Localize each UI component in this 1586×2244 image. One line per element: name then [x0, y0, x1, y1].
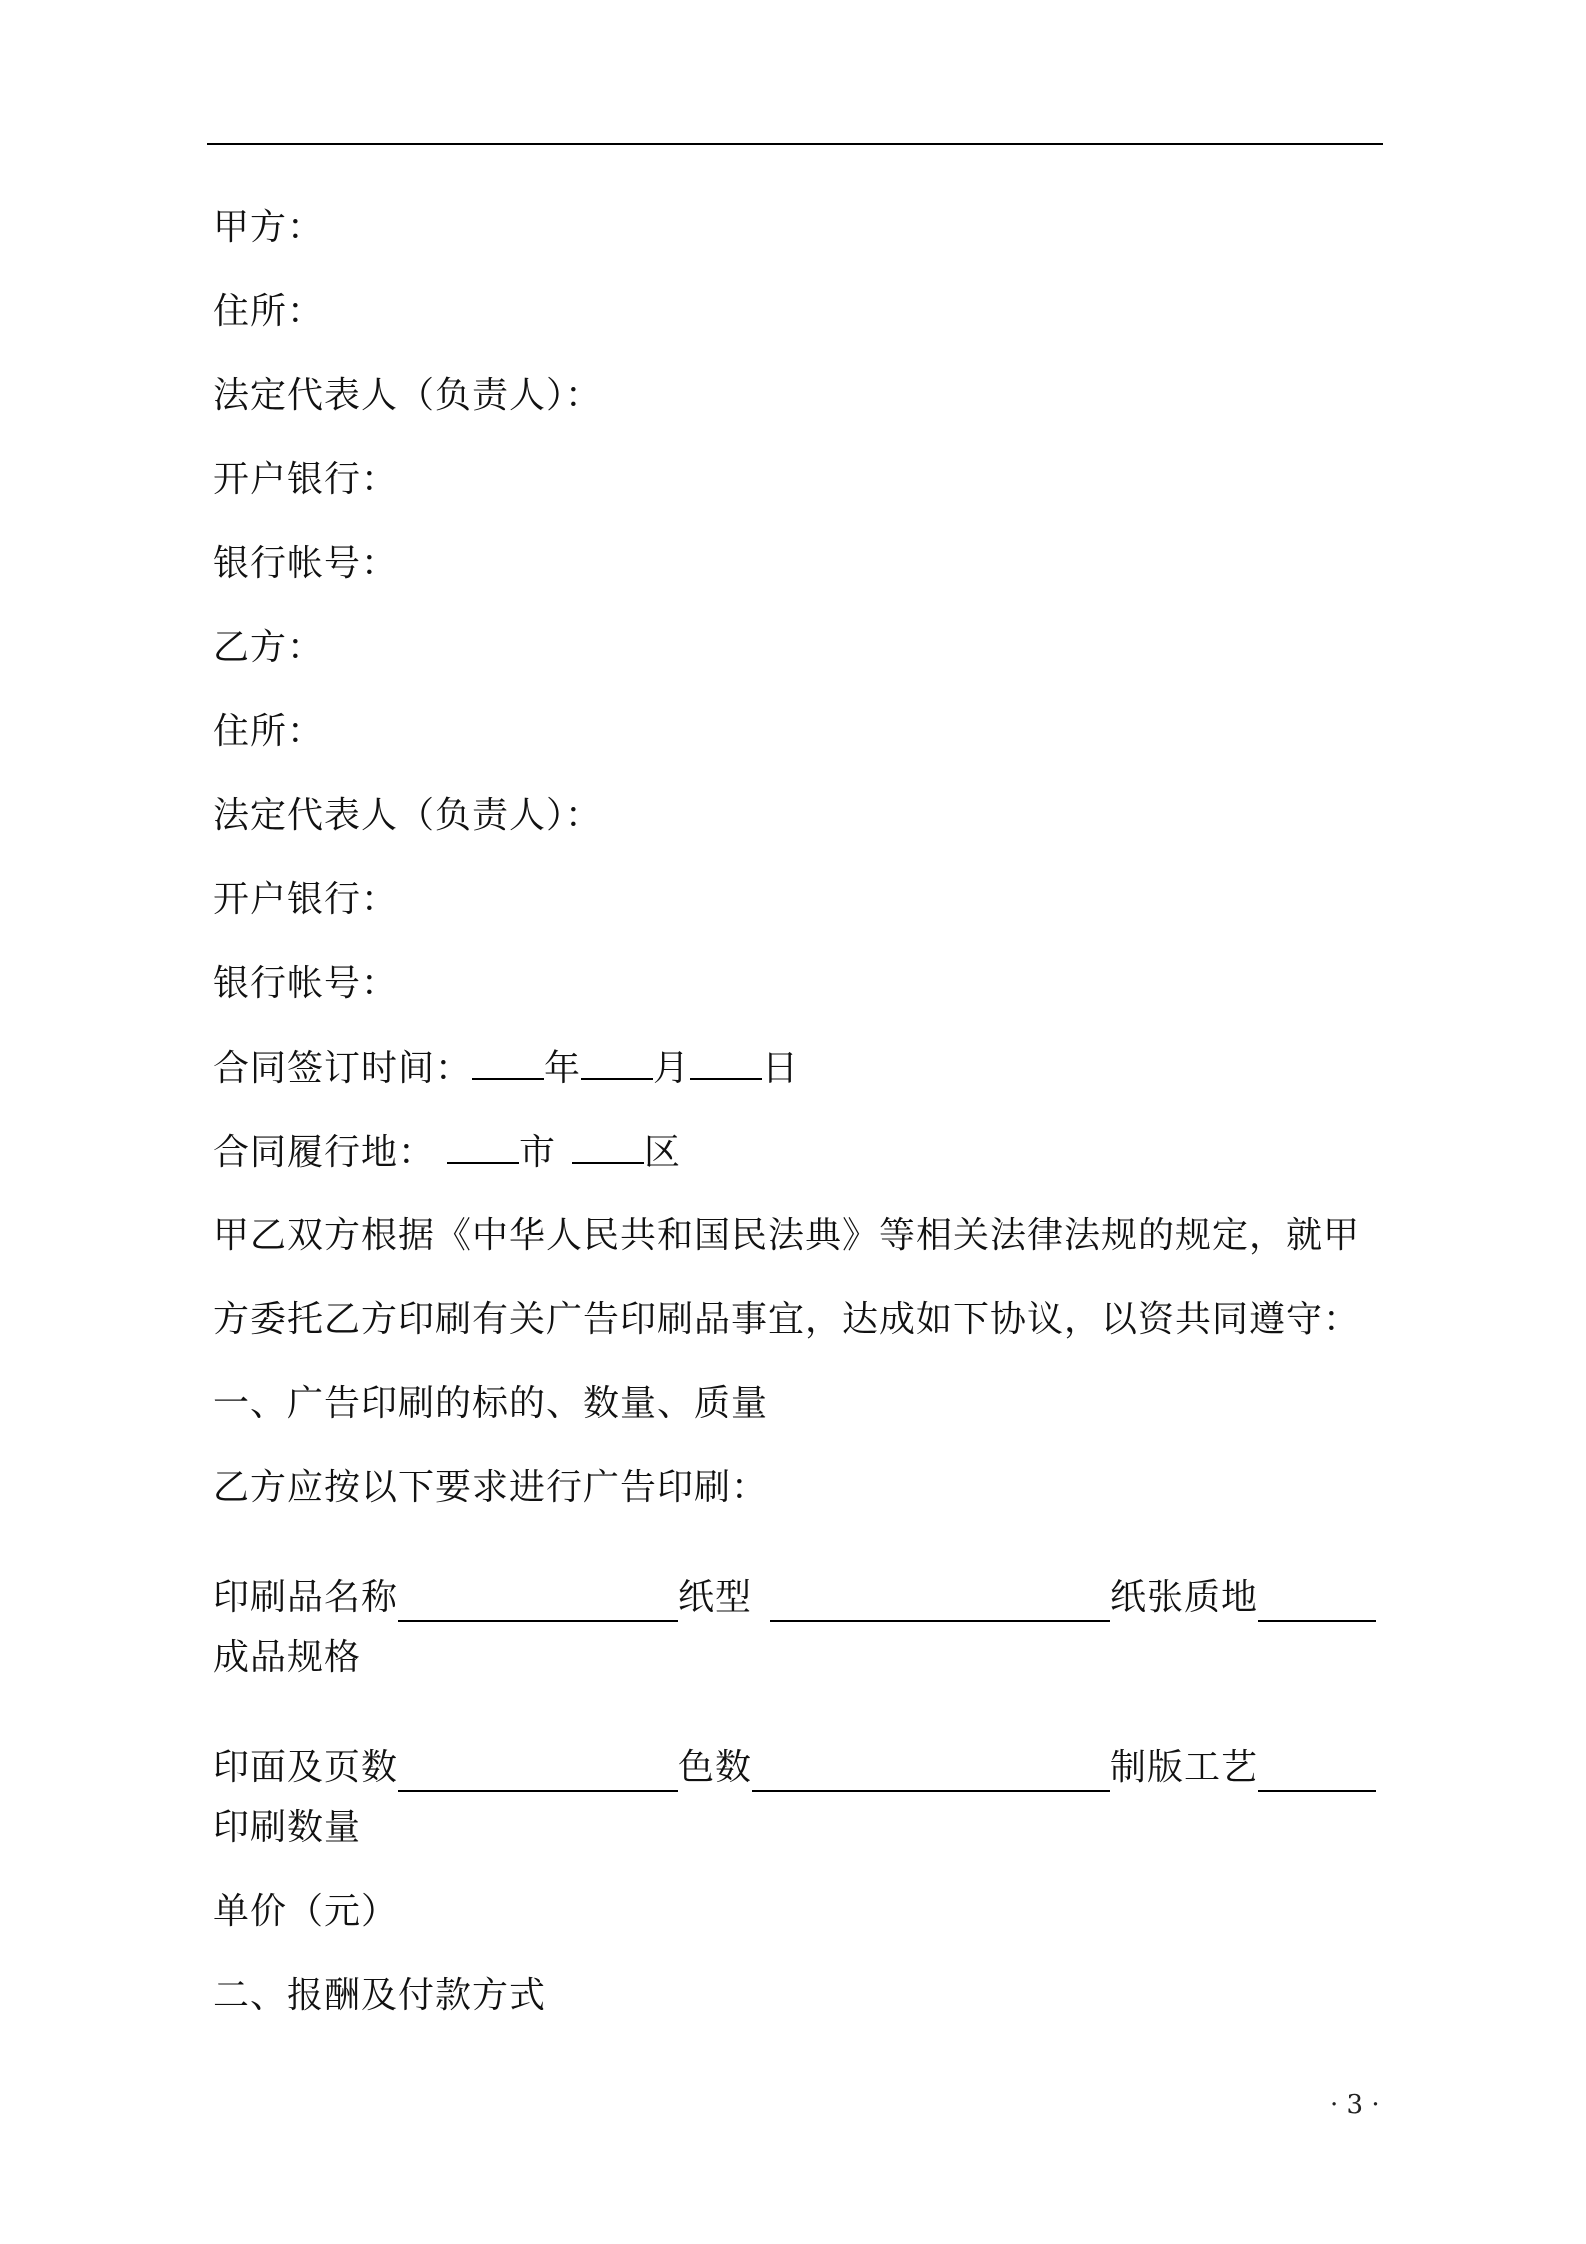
page-number: · 3 ·: [1330, 2090, 1380, 2120]
day-blank: [690, 1038, 762, 1080]
product-spec-row: [213, 1542, 1383, 1628]
section-1-title: 一、广告印刷的标的、数量、质量: [213, 1383, 769, 1424]
paper-quality-label: 纸张质地: [1110, 1577, 1259, 1618]
party-b-bank-label: 开户银行：: [213, 879, 399, 920]
print-spec-row: [213, 1712, 1383, 1798]
finished-spec-label: 成品规格: [213, 1637, 362, 1678]
section-1-intro: 乙方应按以下要求进行广告印刷：: [213, 1467, 769, 1508]
year-blank: [472, 1038, 544, 1080]
contract-body: [213, 198, 1383, 2050]
product-name-blank: [398, 1574, 678, 1622]
party-b-name-label: 乙方：: [213, 627, 325, 668]
party-a-name-label: 甲方：: [213, 207, 325, 248]
pages-label: 印面及页数: [213, 1747, 399, 1788]
quantity-label: 印刷数量: [213, 1807, 362, 1848]
paper-type-blank: [770, 1574, 1110, 1622]
paper-type-label: 纸型: [678, 1577, 753, 1618]
month-blank: [581, 1038, 653, 1080]
party-a-bank-label: 开户银行：: [213, 459, 399, 500]
party-b-account-label: 银行帐号：: [213, 963, 399, 1004]
unit-price-label: 单价（元）: [213, 1891, 399, 1932]
colors-blank: [752, 1744, 1110, 1792]
signing-date-label: 合同签订时间：: [213, 1048, 473, 1089]
paper-quality-blank: [1258, 1574, 1376, 1622]
year-unit: 年: [544, 1048, 582, 1089]
city-unit: 市: [519, 1132, 557, 1173]
plate-process-blank: [1258, 1744, 1376, 1792]
day-unit: 日: [762, 1048, 800, 1089]
party-a-account-label: 银行帐号：: [213, 543, 399, 584]
colors-label: 色数: [678, 1747, 753, 1788]
district-blank: [572, 1122, 644, 1164]
performance-place-row: [213, 1122, 1383, 1206]
product-name-label: 印刷品名称: [213, 1577, 399, 1618]
party-a-address-label: 住所：: [213, 291, 325, 332]
header-rule: [207, 143, 1383, 145]
signing-date-row: [213, 1038, 1383, 1122]
district-unit: 区: [644, 1132, 682, 1173]
party-a-representative-label: 法定代表人（负责人）：: [213, 375, 603, 416]
month-unit: 月: [653, 1048, 691, 1089]
pages-blank: [398, 1744, 678, 1792]
city-blank: [447, 1122, 519, 1164]
section-2-title: 二、报酬及付款方式: [213, 1975, 547, 2016]
preamble-line-1: 甲乙双方根据《中华人民共和国民法典》等相关法律法规的规定，就甲: [213, 1215, 1361, 1256]
preamble-line-2: 方委托乙方印刷有关广告印刷品事宜，达成如下协议，以资共同遵守：: [213, 1299, 1361, 1340]
performance-place-label: 合同履行地：: [213, 1132, 436, 1173]
plate-process-label: 制版工艺: [1110, 1747, 1259, 1788]
party-b-address-label: 住所：: [213, 711, 325, 752]
party-b-representative-label: 法定代表人（负责人）：: [213, 795, 603, 836]
